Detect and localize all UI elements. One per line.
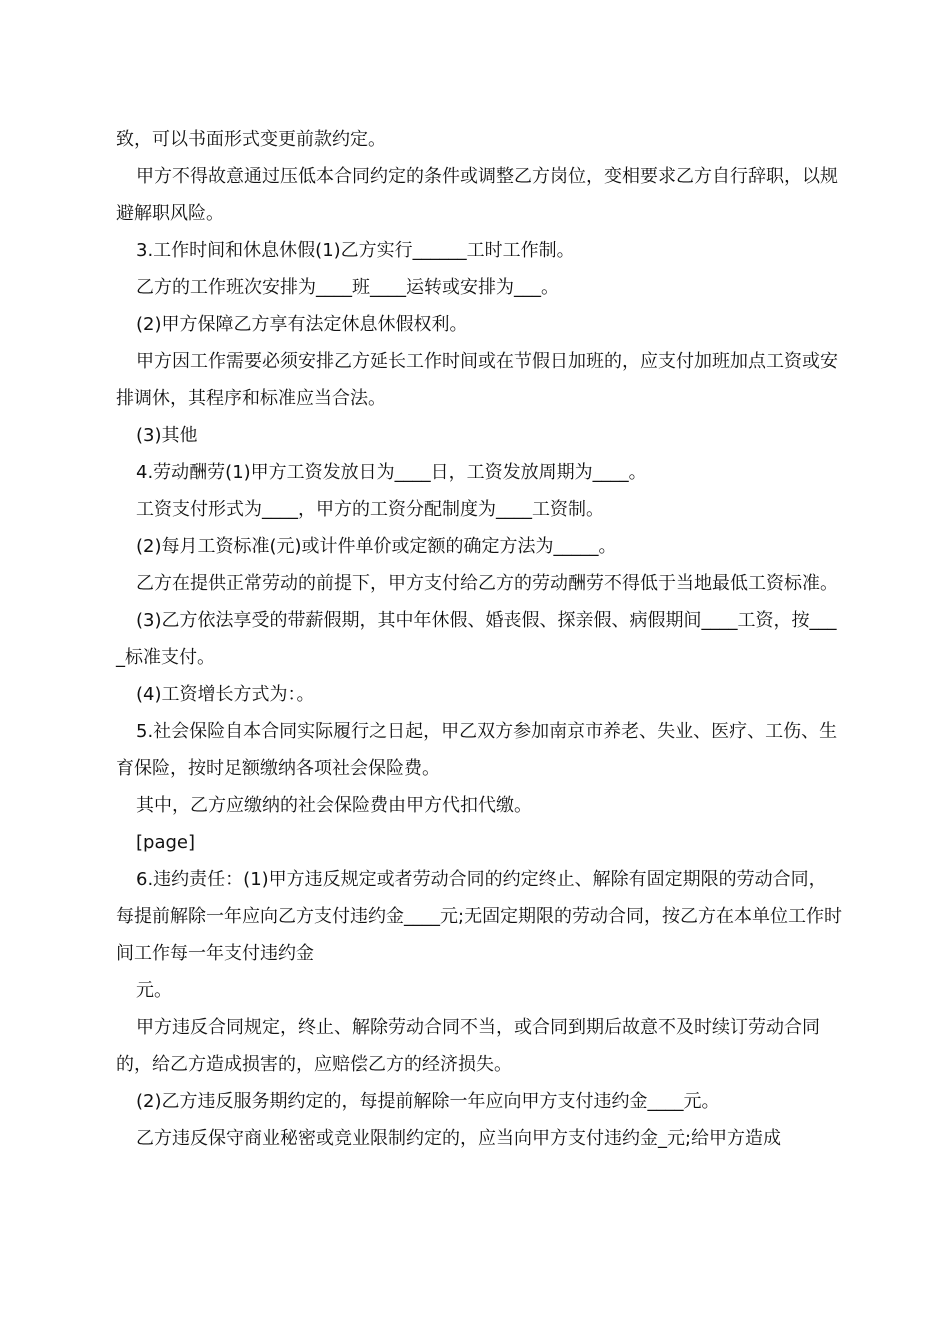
paragraph: 工资支付形式为____，甲方的工资分配制度为____工资制。 [136, 499, 604, 520]
page-marker: [page] [136, 832, 196, 853]
paragraph: (2)乙方违反服务期约定的，每提前解除一年应向甲方支付违约金____元。 [136, 1091, 720, 1112]
paragraph: 3.工作时间和休息休假(1)乙方实行______工时工作制。 [136, 240, 575, 261]
paragraph: (4)工资增长方式为：。 [136, 684, 315, 705]
paragraph: 乙方违反保守商业秘密或竞业限制约定的，应当向甲方支付违约金_元;给甲方造成 [136, 1128, 782, 1149]
paragraph: 乙方的工作班次安排为____班____运转或安排为___。 [136, 277, 559, 298]
paragraph: 其中，乙方应缴纳的社会保险费由甲方代扣代缴。 [136, 795, 532, 816]
paragraph: 乙方在提供正常劳动的前提下，甲方支付给乙方的劳动酬劳不得低于当地最低工资标准。 [136, 573, 838, 594]
paragraph: (3)其他 [136, 425, 198, 446]
paragraph: 甲方违反合同规定，终止、解除劳动合同不当，或合同到期后故意不及时续订劳动合同的，给乙方造成损害的，应赔偿乙方的经济损失。 [116, 1017, 820, 1075]
paragraph: 6.违约责任：(1)甲方违反规定或者劳动合同的约定终止、解除有固定期限的劳动合同，每提前解除一年应向乙方支付违约金____元;无固定期限的劳动合同，按乙方在本单位工作时间工作每一年支付违约金 [116, 869, 843, 964]
paragraph: (2)每月工资标准(元)或计件单价或定额的确定方法为_____。 [136, 536, 617, 557]
document-body [116, 121, 844, 1157]
paragraph: 甲方不得故意通过压低本合同约定的条件或调整乙方岗位，变相要求乙方自行辞职，以规避解职风险。 [116, 166, 838, 224]
paragraph: 甲方因工作需要必须安排乙方延长工作时间或在节假日加班的，应支付加班加点工资或安排调休，其程序和标准应当合法。 [116, 351, 838, 409]
paragraph: 元。 [136, 980, 172, 1001]
paragraph: 4.劳动酬劳(1)甲方工资发放日为____日，工资发放周期为____。 [136, 462, 647, 483]
paragraph: (2)甲方保障乙方享有法定休息休假权利。 [136, 314, 468, 335]
paragraph: 致，可以书面形式变更前款约定。 [116, 129, 386, 150]
paragraph: 5.社会保险自本合同实际履行之日起，甲乙双方参加南京市养老、失业、医疗、工伤、生育保险，按时足额缴纳各项社会保险费。 [116, 721, 838, 779]
paragraph: (3)乙方依法享受的带薪假期，其中年休假、婚丧假、探亲假、病假期间____工资，按____标准支付。 [116, 610, 837, 668]
